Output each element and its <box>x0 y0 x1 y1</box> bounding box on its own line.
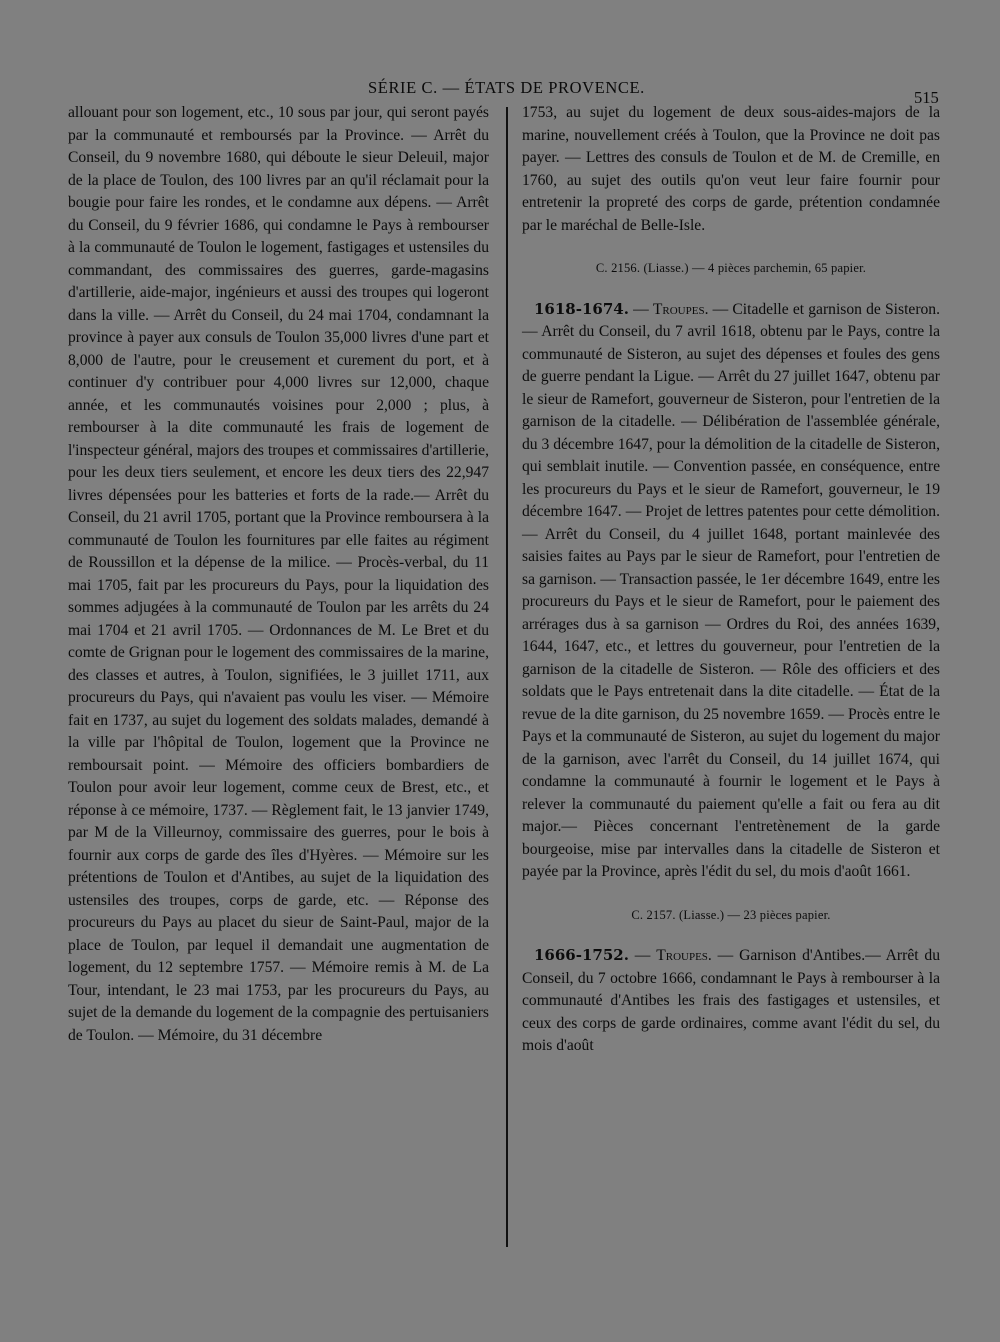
page-header <box>0 78 1000 107</box>
entry-body: — Citadelle et garnison de Sisteron.— Arrêt du Conseil, du 7 avril 1618, obtenu par le Pays, contre la communauté de Sisteron, au sujet des dépenses et foules des gens de guerre pendant la Ligue. — Arrêt du 27 juillet 1647, obtenu par le sieur de Ramefort, gouverneur de Sisteron, pour l'entretien de la garnison de la citadelle. — Délibération de l'assemblée générale, du 3 décembre 1647, pour la démolition de la citadelle de Sisteron, qui semblait inutile. — Convention passée, en conséquence, entre les procureurs du Pays et le sieur de Ramefort, gouverneur, le 19 décembre 1647. — Projet de lettres patentes pour cette démolition. — Arrêt du Conseil, du 4 juillet 1648, portant mainlevée des saisies faites au Pays par le sieur de Ramefort, pour l'entretien de sa garnison. — Transaction passée, le 1er décembre 1649, entre les procureurs du Pays et le sieur de Ramefort, pour le paiement des arrérages dus à sa garnison — Ordres du Roi, des années 1639, 1644, 1647, etc., et lettres du gouverneur, pour l'entretien de la garnison de la citadelle de Sisteron. — Rôle des officiers et des soldats que le Pays entretenait dans la dite citadelle. — État de la revue de la dite garnison, du 25 novembre 1659. — Procès entre le Pays et la communauté de Sisteron, au sujet du logement du major de la garnison, avec l'arrêt du Conseil, du 14 juillet 1674, qui condamne la communauté à fournir le logement et le Pays à relever la communauté du paiement qu'elle a fait ou fera au dit major.— Pièces concernant l'entretènement de la garde bourgeoise, mise par intervalles dans la citadelle de Sisteron et payée par la Province, après l'édit du sel, du mois d'août 1661. <box>522 300 941 880</box>
right-column <box>522 102 940 1058</box>
entry-title: Troupes. <box>656 947 712 964</box>
entry-paragraph <box>522 298 940 884</box>
entry-meta: C. 2157. (Liasse.) — 23 pièces papier. <box>631 907 831 922</box>
entry-body: — Garnison d'Antibes.— Arrêt du Conseil, du 7 octobre 1666, condamnant le Pays à rembourser à la communauté d'Antibes les frais des fastigages et ustensiles, et ceux des corps de garde ordinaires, comme avant l'édit du sel, du mois d'août <box>522 947 940 1054</box>
entry-dash: — <box>628 300 653 318</box>
entry-paragraph <box>522 944 940 1058</box>
entry-dash: — <box>628 947 657 964</box>
entry-meta: C. 2156. (Liasse.) — 4 pièces parchemin, 65 papier. <box>595 261 867 275</box>
page-number: 515 <box>914 88 939 107</box>
running-title: SÉRIE C. — ÉTATS DE PROVENCE. <box>368 78 645 97</box>
left-column-text: allouant pour son logement, etc., 10 sous par jour, qui seront payés par la communauté et remboursés par la Province. — Arrêt du Conseil, du 9 novembre 1680, qui déboute le sieur Deleuil, major de la place de Toulon, des 100 livres par an qu'il réclamait pour la bougie pour faire les rondes, et le condamne aux dépens. — Arrêt du Conseil, du 9 février 1686, qui condamne le Pays à rembourser à la communauté de Toulon le logement, fastigages et ustensiles du commandant, des commissaires des guerres, garde-magasins d'artillerie, aide-major, ingénieurs et aussi des troupes qui logeront dans la ville. — Arrêt du Conseil, du 24 mai 1704, condamnant la province à payer aux consuls de Toulon 35,000 livres d'une part et 8,000 de l'autre, pour le creusement et curement du port, et à continuer d'y contribuer pour 4,000 livres sur 12,000, chaque année, et les communautés voisines pour 2,000 ; plus, à rembourser à la dite communauté les frais de logement de l'inspecteur général, majors des troupes et commissaires d'artillerie, pour les deux tiers seulement, et encore les deux tiers des 22,947 livres dépensées pour les batteries et forts de la rade.— Arrêt du Conseil, du 21 avril 1705, portant que la Province remboursera à la communauté de Toulon les fournitures par elle faites au régiment de Roussillon et la dépense de la milice. — Procès-verbal, du 11 mai 1705, fait par les procureurs du Pays, pour la liquidation des sommes adjugées à la communauté de Toulon par les arrêts du 24 mai 1704 et 21 avril 1705. — Ordonnances de M. Le Bret et du comte de Grignan pour le logement des commissaires de la marine, des classes et autres, à Toulon, signifiées, le 3 juillet 1711, aux procureurs du Pays, qui n'avaient pas voulu les viser. — Mémoire fait en 1737, au sujet du logement des soldats malades, demandé à la ville par l'hôpital de Toulon, logement que la Province ne remboursait point. — Mémoire des officiers bombardiers de Toulon pour avoir leur logement, comme ceux de Brest, etc., et réponse à ce mémoire, 1737. — Règlement fait, le 13 janvier 1749, par M de la Villeurnoy, commissaire des guerres, pour le bois à fournir aux corps de garde des îles d'Hyères. — Mémoire sur les prétentions de Toulon et d'Antibes, au sujet de la liquidation des ustensiles des troupes, corps de garde, etc. — Réponse des procureurs du Pays au placet du sieur de Saint-Paul, major de la place de Toulon, par lequel il demandait une augmentation de logement, du 12 septembre 1757. — Mémoire remis à M. de La Tour, intendant, le 23 mai 1753, par les procureurs du Pays, au sujet de la demande du logement de la compagnie des pertuisaniers de Toulon. — Mémoire, du 31 décembre <box>68 104 489 1044</box>
left-column <box>68 102 489 1047</box>
column-divider <box>506 107 508 1247</box>
entry-date: 1666-1752. <box>534 946 629 964</box>
right-column-continuation: 1753, au sujet du logement de deux sous-aides-majors de la marine, nouvellement créés à Toulon, que la Province ne doit pas payer. — Lettres des consuls de Toulon et de M. de Cremille, en 1760, au sujet des outils qu'on veut leur faire fournir pour entretenir la propreté des corps de garde, prétention condamnée par le maréchal de Belle-Isle. <box>522 104 940 234</box>
entry-title: Troupes. <box>652 300 709 318</box>
entry-date: 1618-1674. <box>534 299 629 318</box>
